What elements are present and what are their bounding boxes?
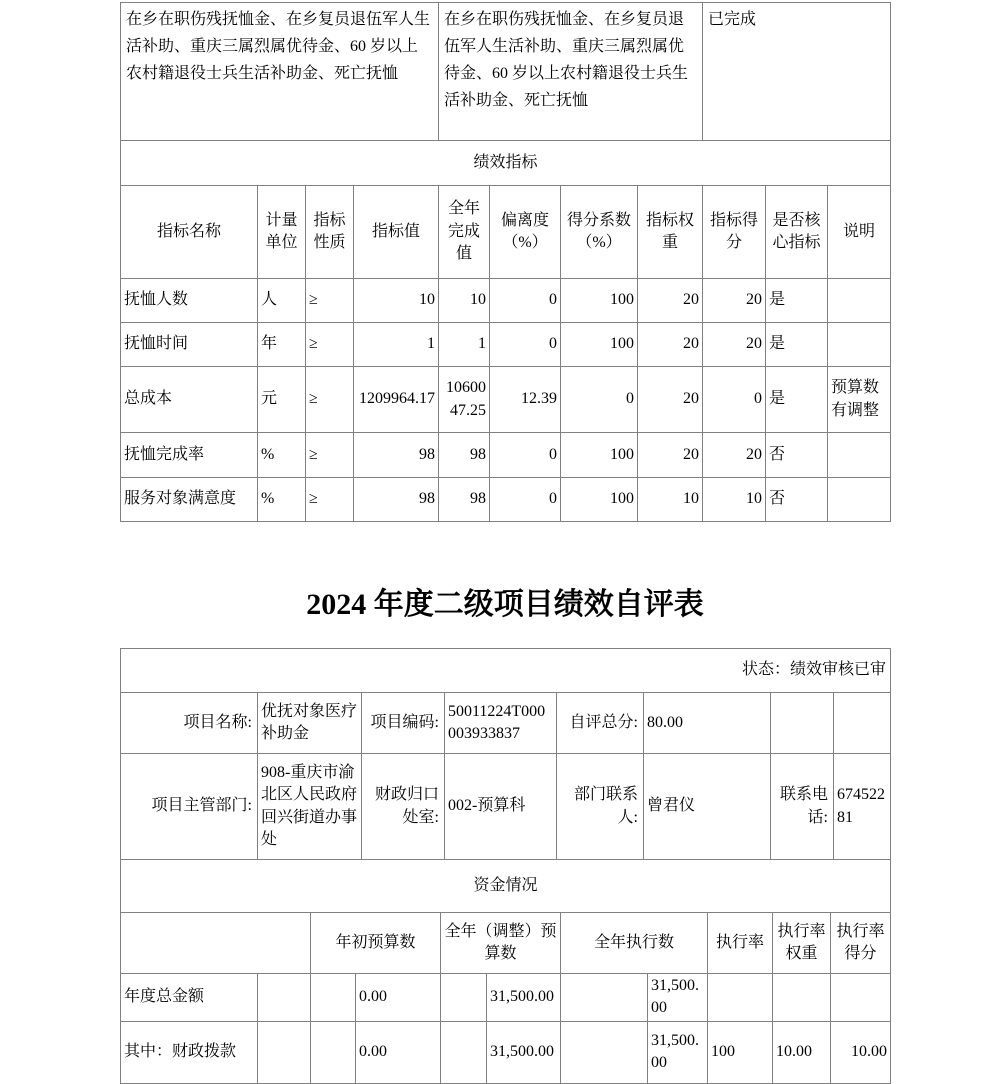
project-code-value: 50011224T000003933837	[445, 693, 557, 754]
completed-cell: 1	[439, 323, 490, 367]
deviation-cell: 0	[490, 433, 561, 478]
execution-rate-cell: 100	[708, 1021, 773, 1083]
target-cell: 98	[354, 478, 439, 522]
finance-office-label: 财政归口处室:	[362, 754, 445, 860]
empty-cell	[441, 1021, 487, 1083]
phone-value: 67452281	[834, 754, 891, 860]
execution-rate-header: 执行率	[708, 913, 773, 974]
empty-cell	[561, 974, 648, 1022]
execution-rate-cell	[708, 974, 773, 1022]
executed-amount-cell: 31,500.00	[648, 974, 708, 1022]
performance-indicator-table	[120, 2, 891, 522]
indicator-row	[121, 279, 891, 323]
weight-cell: 20	[638, 323, 703, 367]
indicator-row	[121, 367, 891, 433]
score-cell: 10	[703, 478, 766, 522]
initial-budget-header: 年初预算数	[311, 913, 441, 974]
core-cell: 是	[766, 323, 828, 367]
nature-cell: ≥	[306, 323, 354, 367]
indicator-row	[121, 478, 891, 522]
dept-label: 项目主管部门:	[121, 754, 258, 860]
core-cell: 否	[766, 433, 828, 478]
funds-row-label: 年度总金额	[121, 974, 258, 1022]
indicator-name-cell: 抚恤人数	[121, 279, 258, 323]
indicator-row	[121, 433, 891, 478]
indicator-header-row	[121, 186, 891, 279]
self-score-value: 80.00	[644, 693, 771, 754]
deviation-header: 偏离度（%）	[490, 186, 561, 279]
funds-row	[121, 974, 891, 1022]
core-cell: 是	[766, 367, 828, 433]
empty-cell	[771, 693, 834, 754]
project-name-label: 项目名称:	[121, 693, 258, 754]
nature-cell: ≥	[306, 433, 354, 478]
empty-cell	[561, 1021, 648, 1083]
deviation-cell: 12.39	[490, 367, 561, 433]
indicator-name-header: 指标名称	[121, 186, 258, 279]
completed-cell: 1060047.25	[439, 367, 490, 433]
adjusted-budget-header: 全年（调整）预算数	[441, 913, 561, 974]
funds-header-row	[121, 913, 891, 974]
funds-section-title: 资金情况	[121, 860, 891, 913]
weight-header: 指标权重	[638, 186, 703, 279]
funds-section-row	[121, 860, 891, 913]
weight-cell: 20	[638, 279, 703, 323]
completion-status-cell: 已完成	[703, 3, 891, 141]
note-cell	[828, 279, 891, 323]
adjusted-budget-cell: 31,500.00	[487, 974, 561, 1022]
core-indicator-header: 是否核心指标	[766, 186, 828, 279]
executed-amount-cell: 31,500.00	[648, 1021, 708, 1083]
rate-weight-header: 执行率权重	[773, 913, 831, 974]
completed-cell: 98	[439, 478, 490, 522]
unit-cell: 年	[258, 323, 306, 367]
empty-cell	[311, 974, 356, 1022]
unit-cell: 人	[258, 279, 306, 323]
project-name-row	[121, 693, 891, 754]
page-title: 2024 年度二级项目绩效自评表	[306, 588, 704, 621]
rate-score-header: 执行率得分	[831, 913, 891, 974]
performance-section-title: 绩效指标	[121, 141, 891, 186]
note-cell	[828, 323, 891, 367]
target-cell: 10	[354, 279, 439, 323]
empty-cell	[311, 1021, 356, 1083]
deviation-cell: 0	[490, 279, 561, 323]
rate-weight-cell: 10.00	[773, 1021, 831, 1083]
status-row	[121, 649, 891, 693]
target-value-header: 指标值	[354, 186, 439, 279]
section-title-row	[121, 141, 891, 186]
executed-amount-header: 全年执行数	[561, 913, 708, 974]
annual-completion-header: 全年完成值	[439, 186, 490, 279]
nature-cell: ≥	[306, 478, 354, 522]
empty-cell	[258, 974, 311, 1022]
note-header: 说明	[828, 186, 891, 279]
target-cell: 1	[354, 323, 439, 367]
completion-target-cell: 在乡在职伤残抚恤金、在乡复员退伍军人生活补助、重庆三属烈属优待金、60 岁以上农村籍退役士兵生活补助金、死亡抚恤	[121, 3, 439, 141]
coefficient-cell: 100	[561, 478, 638, 522]
coefficient-cell: 0	[561, 367, 638, 433]
coefficient-cell: 100	[561, 279, 638, 323]
weight-cell: 10	[638, 478, 703, 522]
note-cell	[828, 433, 891, 478]
core-cell: 是	[766, 279, 828, 323]
indicator-row	[121, 323, 891, 367]
project-code-label: 项目编码:	[362, 693, 445, 754]
indicator-name-cell: 服务对象满意度	[121, 478, 258, 522]
empty-cell	[441, 974, 487, 1022]
rate-weight-cell	[773, 974, 831, 1022]
phone-label: 联系电话:	[771, 754, 834, 860]
indicator-name-cell: 抚恤时间	[121, 323, 258, 367]
score-coefficient-header: 得分系数（%）	[561, 186, 638, 279]
nature-cell: ≥	[306, 367, 354, 433]
project-name-value: 优抚对象医疗补助金	[258, 693, 362, 754]
adjusted-budget-cell: 31,500.00	[487, 1021, 561, 1083]
note-cell	[828, 478, 891, 522]
unit-header: 计量单位	[258, 186, 306, 279]
completed-cell: 10	[439, 279, 490, 323]
score-header: 指标得分	[703, 186, 766, 279]
score-cell: 0	[703, 367, 766, 433]
unit-cell: %	[258, 478, 306, 522]
core-cell: 否	[766, 478, 828, 522]
finance-office-value: 002-预算科	[445, 754, 557, 860]
completion-row	[121, 3, 891, 141]
target-cell: 98	[354, 433, 439, 478]
deviation-cell: 0	[490, 323, 561, 367]
weight-cell: 20	[638, 367, 703, 433]
target-cell: 1209964.17	[354, 367, 439, 433]
self-score-label: 自评总分:	[557, 693, 644, 754]
completed-cell: 98	[439, 433, 490, 478]
note-cell: 预算数有调整	[828, 367, 891, 433]
initial-budget-cell: 0.00	[356, 974, 441, 1022]
nature-header: 指标性质	[306, 186, 354, 279]
unit-cell: 元	[258, 367, 306, 433]
rate-score-cell: 10.00	[831, 1021, 891, 1083]
score-cell: 20	[703, 433, 766, 478]
funds-table	[120, 859, 891, 1084]
empty-header-cell	[121, 913, 311, 974]
unit-cell: %	[258, 433, 306, 478]
empty-cell	[258, 1021, 311, 1083]
rate-score-cell	[831, 974, 891, 1022]
score-cell: 20	[703, 279, 766, 323]
indicator-name-cell: 总成本	[121, 367, 258, 433]
dept-value: 908-重庆市渝北区人民政府回兴街道办事处	[258, 754, 362, 860]
funds-row	[121, 1021, 891, 1083]
status-text: 状态：绩效审核已审	[121, 649, 891, 693]
nature-cell: ≥	[306, 279, 354, 323]
indicator-name-cell: 抚恤完成率	[121, 433, 258, 478]
project-info-table	[120, 648, 891, 860]
funds-row-label: 其中：财政拨款	[121, 1021, 258, 1083]
deviation-cell: 0	[490, 478, 561, 522]
contact-value: 曾君仪	[644, 754, 771, 860]
coefficient-cell: 100	[561, 433, 638, 478]
completion-actual-cell: 在乡在职伤残抚恤金、在乡复员退伍军人生活补助、重庆三属烈属优待金、60 岁以上农村籍退役士兵生活补助金、死亡抚恤	[439, 3, 703, 141]
document-page	[120, 0, 890, 1084]
empty-cell	[834, 693, 891, 754]
initial-budget-cell: 0.00	[356, 1021, 441, 1083]
score-cell: 20	[703, 323, 766, 367]
department-row	[121, 754, 891, 860]
weight-cell: 20	[638, 433, 703, 478]
coefficient-cell: 100	[561, 323, 638, 367]
contact-label: 部门联系人:	[557, 754, 644, 860]
